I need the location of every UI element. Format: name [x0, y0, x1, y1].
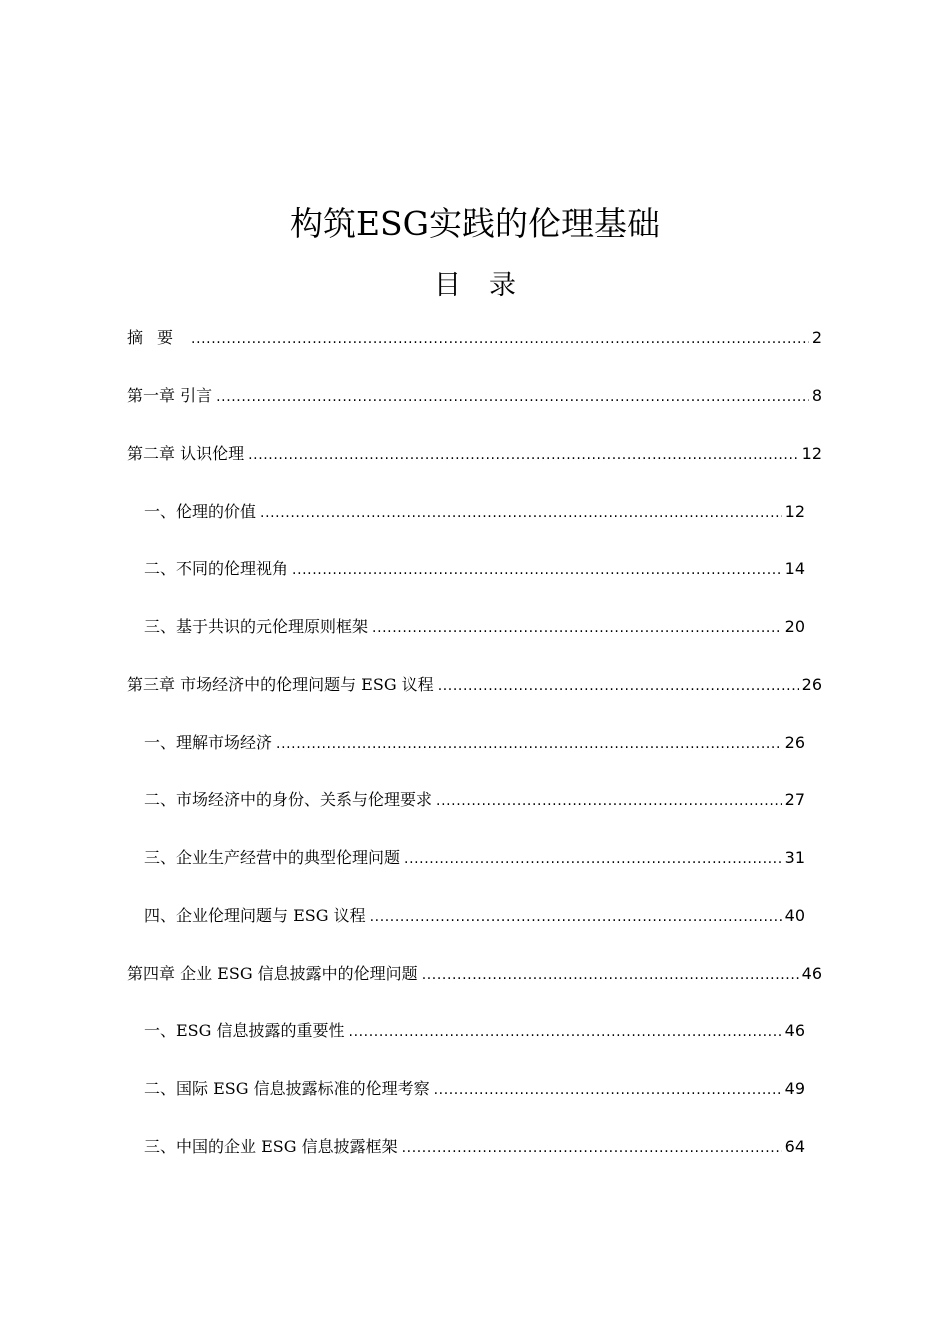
toc-dot-leader [372, 615, 782, 641]
toc-entry-chapter-1[interactable] [127, 383, 822, 409]
toc-page-number: 27 [784, 790, 805, 809]
toc-entry-label: 第三章 市场经济中的伦理问题与 ESG 议程 [127, 675, 434, 694]
toc-entry-chapter-3[interactable] [127, 672, 822, 698]
toc-page-number: 12 [784, 502, 805, 521]
toc-entry-section[interactable] [144, 903, 805, 929]
toc-entry-section[interactable] [144, 730, 805, 756]
toc-page-number: 40 [784, 906, 805, 925]
toc-page-number: 46 [784, 1021, 805, 1040]
toc-entry-label: 三、企业生产经营中的典型伦理问题 [144, 848, 401, 867]
toc-heading: 目录 [434, 270, 544, 301]
toc-entry-section[interactable] [144, 1018, 805, 1044]
toc-entry-label: 四、企业伦理问题与 ESG 议程 [144, 906, 366, 925]
toc-entry-label: 三、基于共识的元伦理原则框架 [144, 617, 369, 636]
toc-dot-leader [276, 731, 782, 757]
toc-entry-chapter-2[interactable] [127, 441, 822, 467]
toc-entry-chapter-4[interactable] [127, 961, 822, 987]
toc-dot-leader [436, 788, 782, 814]
toc-dot-leader [402, 1135, 782, 1161]
toc-dot-leader [422, 962, 799, 988]
toc-entry-label: 第二章 认识伦理 [127, 444, 245, 463]
document-title: 构筑ESG实践的伦理基础 [289, 204, 661, 243]
toc-entry-label: 二、不同的伦理视角 [144, 559, 289, 578]
toc-dot-leader [216, 384, 809, 410]
toc-dot-leader [349, 1019, 782, 1045]
toc-entry-section[interactable] [144, 499, 805, 525]
toc-dot-leader [248, 442, 799, 468]
toc-entry-section[interactable] [144, 556, 805, 582]
toc-page-number: 49 [784, 1079, 805, 1098]
toc-entry-abstract[interactable] [127, 325, 822, 351]
toc-dot-leader [292, 557, 782, 583]
toc-page-number: 46 [801, 964, 822, 983]
toc-dot-leader [191, 326, 809, 352]
toc-entry-label: 二、市场经济中的身份、关系与伦理要求 [144, 790, 433, 809]
toc-page-number: 31 [784, 848, 805, 867]
toc-entry-section[interactable] [144, 787, 805, 813]
toc-dot-leader [370, 904, 782, 930]
toc-entry-section[interactable] [144, 1076, 805, 1102]
toc-page-number: 2 [811, 328, 822, 347]
toc-entry-label: 第一章 引言 [127, 386, 213, 405]
toc-entry-label: 摘要 [127, 328, 188, 347]
toc-page-number: 20 [784, 617, 805, 636]
toc-page-number: 8 [811, 386, 822, 405]
toc-entry-section[interactable] [144, 1134, 805, 1160]
toc-page-number: 12 [801, 444, 822, 463]
toc-page-number: 26 [801, 675, 822, 694]
toc-dot-leader [438, 673, 799, 699]
toc-entry-section[interactable] [144, 614, 805, 640]
toc-page-number: 14 [784, 559, 805, 578]
toc-entry-label: 一、ESG 信息披露的重要性 [144, 1021, 345, 1040]
toc-entry-label: 二、国际 ESG 信息披露标准的伦理考察 [144, 1079, 430, 1098]
toc-page-number: 64 [784, 1137, 805, 1156]
toc-entry-label: 一、理解市场经济 [144, 733, 273, 752]
toc-dot-leader [404, 846, 782, 872]
toc-dot-leader [260, 500, 782, 526]
toc-entry-label: 一、伦理的价值 [144, 502, 257, 521]
toc-dot-leader [434, 1077, 782, 1103]
toc-page-number: 26 [784, 733, 805, 752]
toc-entry-label: 第四章 企业 ESG 信息披露中的伦理问题 [127, 964, 418, 983]
toc-entry-label: 三、中国的企业 ESG 信息披露框架 [144, 1137, 398, 1156]
toc-entry-section[interactable] [144, 845, 805, 871]
